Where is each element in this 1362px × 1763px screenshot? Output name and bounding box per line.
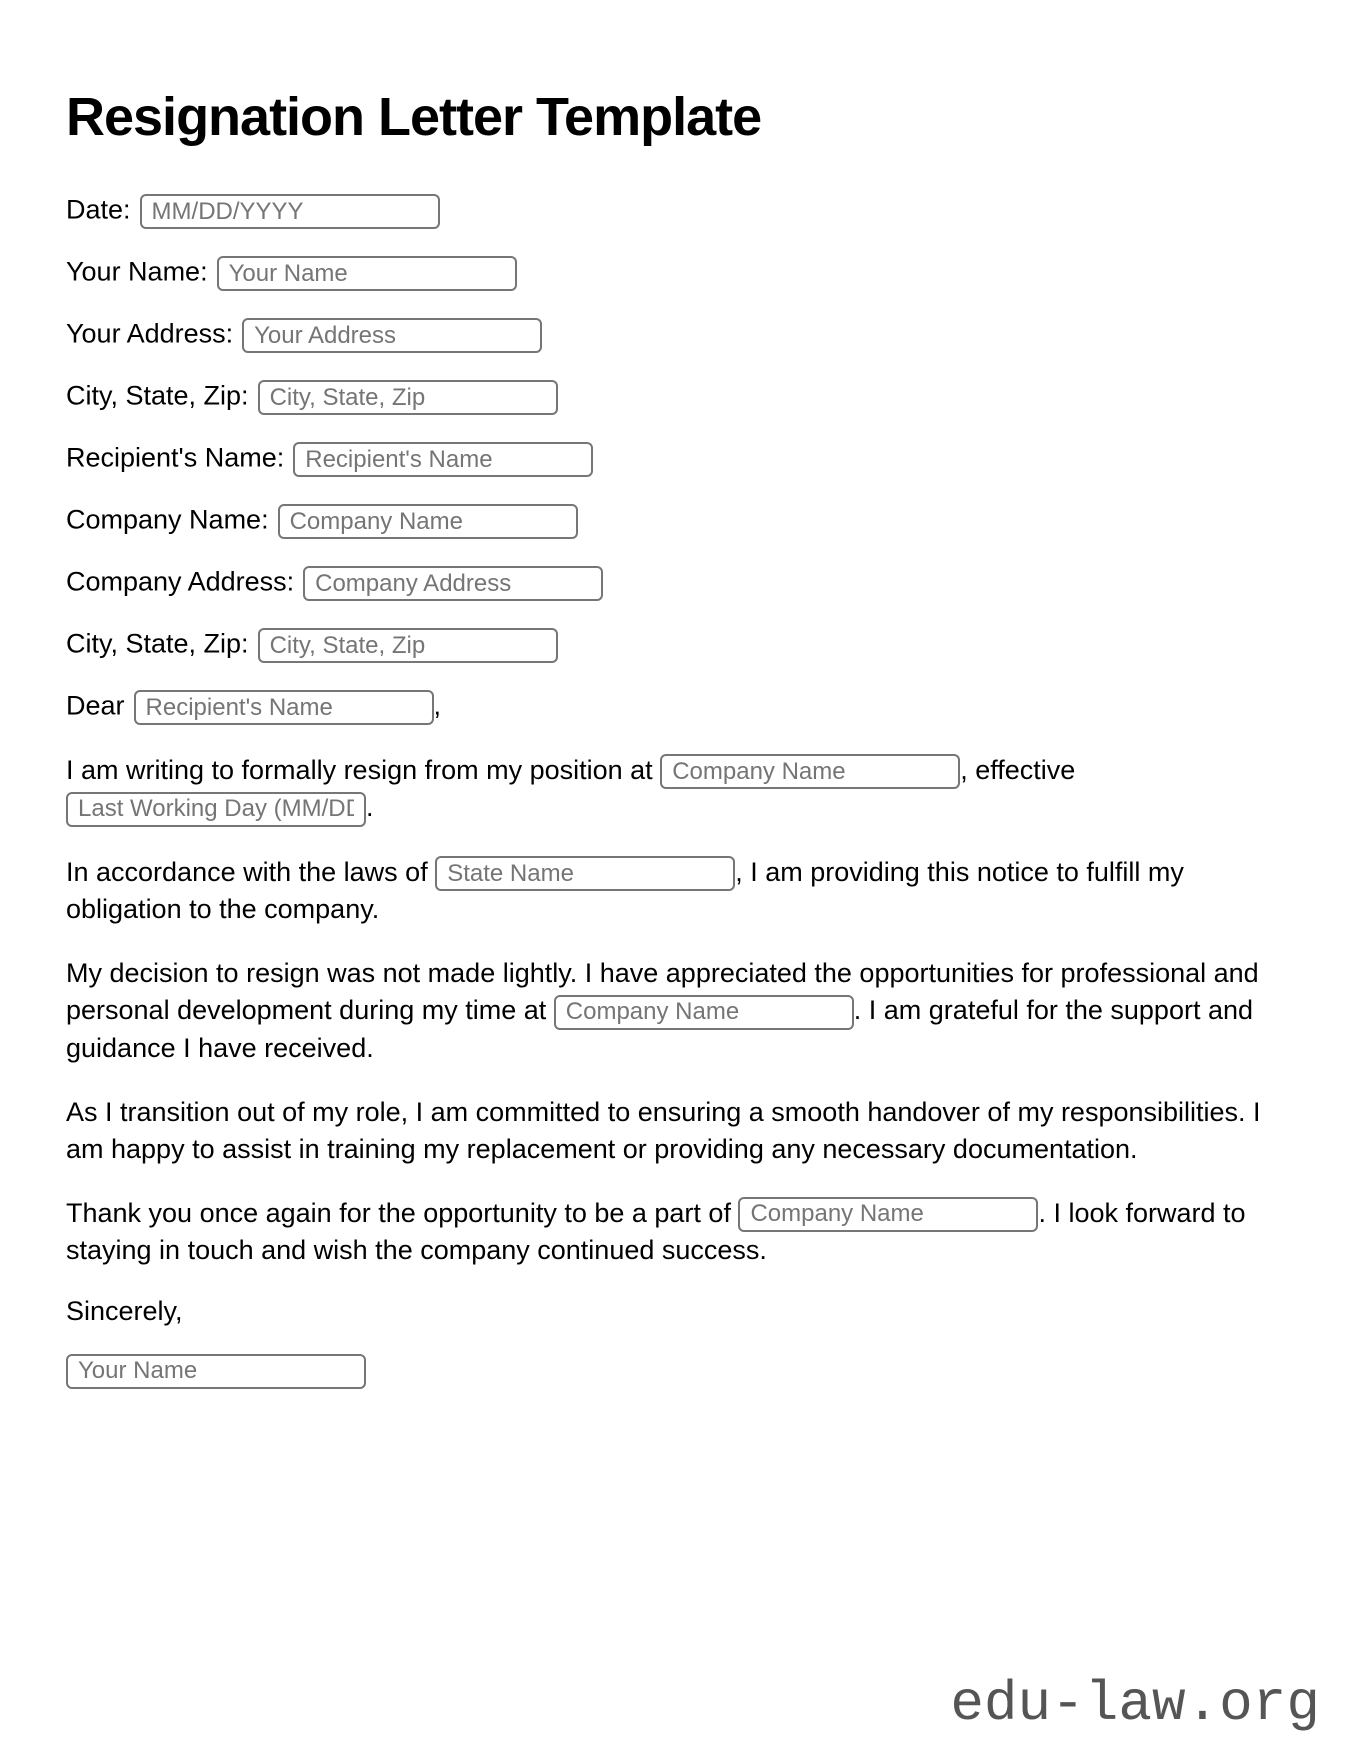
appreciation-company-name-input[interactable] [554,995,854,1030]
company-address-label: Company Address: [66,566,295,597]
last-working-day-input[interactable] [66,792,366,827]
field-row-your-name [66,256,1296,291]
state-name-input[interactable] [435,856,735,891]
field-row-recipient-name [66,442,1296,477]
company-name-input[interactable] [278,504,578,539]
salutation-row [66,690,1296,725]
signature-name-input[interactable] [66,1354,366,1389]
field-row-city-state-zip [66,380,1296,415]
recipient-name-input[interactable] [293,442,593,477]
company-name-label: Company Name: [66,504,269,535]
field-row-date [66,194,1296,229]
paragraph-text: Thank you once again for the opportunity to be a part of [66,1197,731,1228]
your-address-input[interactable] [242,318,542,353]
paragraph-text: . I am grateful for the support and guidance I have received. [66,995,1254,1063]
field-row-company-address [66,566,1296,601]
paragraph-transition [66,1094,1296,1168]
recipient-name-label: Recipient's Name: [66,442,285,473]
paragraph-text: , I am providing this notice to fulfill my obligation to the company. [66,856,1184,925]
paragraph-thanks [66,1195,1296,1269]
paragraph-text: , effective [960,755,1076,785]
date-input[interactable] [140,194,440,229]
city-state-zip-label: City, State, Zip: [66,380,249,411]
field-row-company-name [66,504,1296,539]
salutation-prefix: Dear [66,690,125,721]
field-row-your-address [66,318,1296,353]
paragraph-text: . I look forward to staying in touch and wish the company continued success. [66,1197,1246,1265]
site-brand-footer: edu-law.org [950,1672,1320,1736]
your-name-input[interactable] [217,256,517,291]
company-city-state-zip-label: City, State, Zip: [66,628,249,659]
your-address-label: Your Address: [66,318,234,349]
paragraph-text: In accordance with the laws of [66,856,428,887]
salutation-suffix: , [433,690,442,721]
resignation-company-name-input[interactable] [660,754,960,789]
city-state-zip-input[interactable] [258,380,558,415]
paragraph-resignation [66,752,1296,827]
field-row-company-city-state-zip [66,628,1296,663]
page-title: Resignation Letter Template [66,87,762,147]
paragraph-notice [66,854,1296,928]
closing-text: Sincerely, [66,1295,183,1326]
company-city-state-zip-input[interactable] [258,628,558,663]
signature-row [66,1354,1296,1389]
your-name-label: Your Name: [66,256,208,287]
paragraph-appreciation [66,955,1296,1066]
paragraph-text: I am writing to formally resign from my position at [66,755,653,785]
paragraph-text: . [366,792,374,823]
paragraph-text: As I transition out of my role, I am committed to ensuring a smooth handover of my responsibilities. I am happy to assist in training my replacement or providing any necessary documentation. [66,1096,1261,1164]
company-address-input[interactable] [303,566,603,601]
dear-recipient-input[interactable] [134,690,434,725]
thanks-company-name-input[interactable] [738,1197,1038,1232]
paragraph-text: My decision to resign was not made lightly. I have appreciated the opportunities for professional and personal development during my time at [66,958,1259,1026]
date-label: Date: [66,194,131,225]
letter-content [66,86,1296,1389]
